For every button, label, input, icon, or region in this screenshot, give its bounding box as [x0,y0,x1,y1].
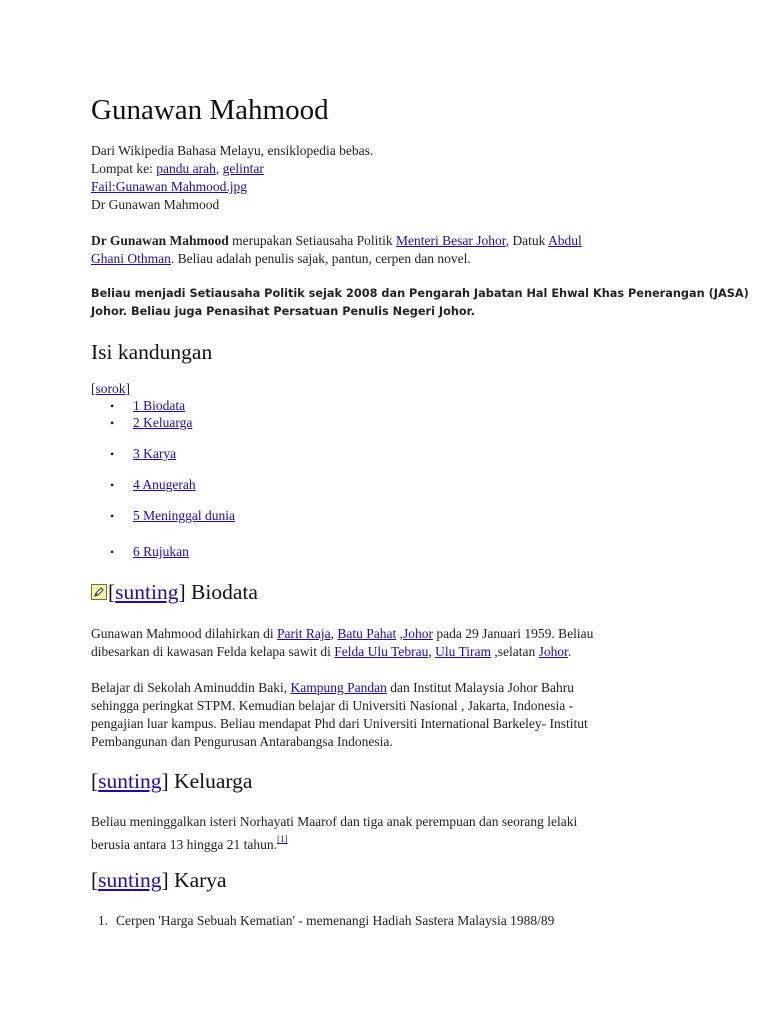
text: Belajar di Sekolah Aminuddin Baki, [91,680,291,695]
toc-link-keluarga[interactable]: 2 Keluarga [133,415,193,430]
menteri-besar-link[interactable]: Menteri Besar Johor [396,233,506,248]
reference-link-1[interactable]: [1] [276,834,288,844]
intro-text: , Datuk [505,233,549,248]
parit-raja-link[interactable]: Parit Raja [276,626,331,641]
batu-pahat-link[interactable]: Batu Pahat [337,626,397,641]
section-heading-biodata [91,580,258,605]
section-heading-karya [91,868,227,893]
intro-line-1 [91,232,582,250]
text: Gunawan Mahmood dilahirkan di [91,626,277,641]
intro-line-2 [91,250,471,268]
keluarga-line-1: Beliau meninggalkan isteri Norhayati Maarof dan tiga anak perempuan dan seorang lelaki [91,814,578,829]
section-title: Karya [168,868,227,892]
intro-text: merupakan Setiausaha Politik [228,233,396,248]
karya-list-item [72,912,554,930]
list-number: 1. [97,913,108,928]
toc-link-meninggal[interactable]: 5 Meninggal dunia [133,508,235,523]
bullet: • [110,399,115,413]
text: ,selatan [491,644,539,659]
text: , [330,626,338,641]
image-file-link-row [91,178,247,196]
image-caption: Dr Gunawan Mahmood [91,197,220,212]
toc-link-anugerah[interactable]: 4 Anugerah [133,477,196,492]
edit-bracket: ] [161,868,169,892]
text: dan Institut Malaysia Johor Bahru [386,680,574,695]
text: , [428,644,436,659]
johor-link[interactable]: Johor [402,626,433,641]
abdul-ghani-link-cont[interactable]: Ghani Othman [91,251,171,266]
keluarga-line-2 [91,831,287,854]
edit-bracket: [ [91,769,99,793]
felda-ulu-tebrau-link[interactable]: Felda Ulu Tebrau [334,644,429,659]
edit-bracket: ] [161,769,169,793]
bold-paragraph-line-2: Johor. Beliau juga Penasihat Persatuan Penulis Negeri Johor. [91,305,475,318]
jump-sep: , [215,161,223,176]
bullet: • [110,447,115,461]
intro-text: . Beliau adalah penulis sajak, pantun, cerpen dan novel. [170,251,471,266]
text: pada 29 Januari 1959. Beliau [432,626,594,641]
text: , [396,626,403,641]
toc-hide-link[interactable]: sorok [95,381,126,396]
bullet: • [110,416,115,430]
toc-toggle [91,380,130,398]
edit-bracket: [ [108,580,116,604]
image-file-link[interactable]: Fail:Gunawan Mahmood.jpg [91,179,247,194]
bullet: • [110,545,115,559]
biodata-p2-line-2: sehingga peringkat STPM. Kemudian belajar di Universiti Nasional , Jakarta, Indonesia - [91,698,574,713]
text: . [567,644,572,659]
section-title: Biodata [185,580,258,604]
toc-link-karya[interactable]: 3 Karya [133,446,177,461]
toc-heading: Isi kandungan [91,340,213,364]
jump-links [91,160,264,178]
abdul-ghani-link[interactable]: Abdul [548,233,582,248]
page-title: Gunawan Mahmood [91,94,329,126]
text: dibesarkan di kawasan Felda kelapa sawit di [91,644,335,659]
edit-bracket: ] [178,580,186,604]
subtitle: Dari Wikipedia Bahasa Melayu, ensiklopedia bebas. [91,143,374,158]
ulu-tiram-link[interactable]: Ulu Tiram [435,644,491,659]
bullet: • [110,509,115,523]
edit-link-biodata[interactable]: sunting [115,580,179,604]
edit-pencil-icon[interactable] [91,584,107,600]
biodata-p1-line-1 [91,625,593,643]
jump-nav-link[interactable]: pandu arah [156,161,216,176]
biodata-p2-line-4: Pembangunan dan Pengurusan Antarabangsa Indonesia. [91,734,393,749]
toc-link-rujukan[interactable]: 6 Rujukan [133,544,189,559]
toc-bracket: [ [91,381,96,396]
edit-bracket: [ [91,868,99,892]
text: berusia antara 13 hingga 21 tahun. [91,837,277,852]
biodata-p2-line-1 [91,679,574,697]
intro-bold-name: Dr Gunawan Mahmood [91,233,229,248]
bullet: • [110,478,115,492]
johor-link-2[interactable]: Johor [538,644,568,659]
jump-search-link[interactable]: gelintar [222,161,264,176]
toc-bracket: ] [125,381,130,396]
list-item-text: Cerpen 'Harga Sebuah Kematian' - memenangi Hadiah Sastera Malaysia 1988/89 [116,913,555,928]
edit-link-keluarga[interactable]: sunting [98,769,162,793]
toc-link-biodata[interactable]: 1 Biodata [133,398,186,413]
jump-prefix: Lompat ke: [91,161,157,176]
kampung-pandan-link[interactable]: Kampung Pandan [290,680,387,695]
edit-link-karya[interactable]: sunting [98,868,162,892]
section-heading-keluarga [91,769,252,794]
bold-paragraph-line-1: Beliau menjadi Setiausaha Politik sejak 2008 dan Pengarah Jabatan Hal Ehwal Khas Penerangan (JASA) [91,287,749,300]
section-title: Keluarga [168,769,253,793]
biodata-p2-line-3: pengajian luar kampus. Beliau mendapat Phd dari Universiti International Barkeley- Institut [91,716,588,731]
biodata-p1-line-2 [91,643,571,661]
